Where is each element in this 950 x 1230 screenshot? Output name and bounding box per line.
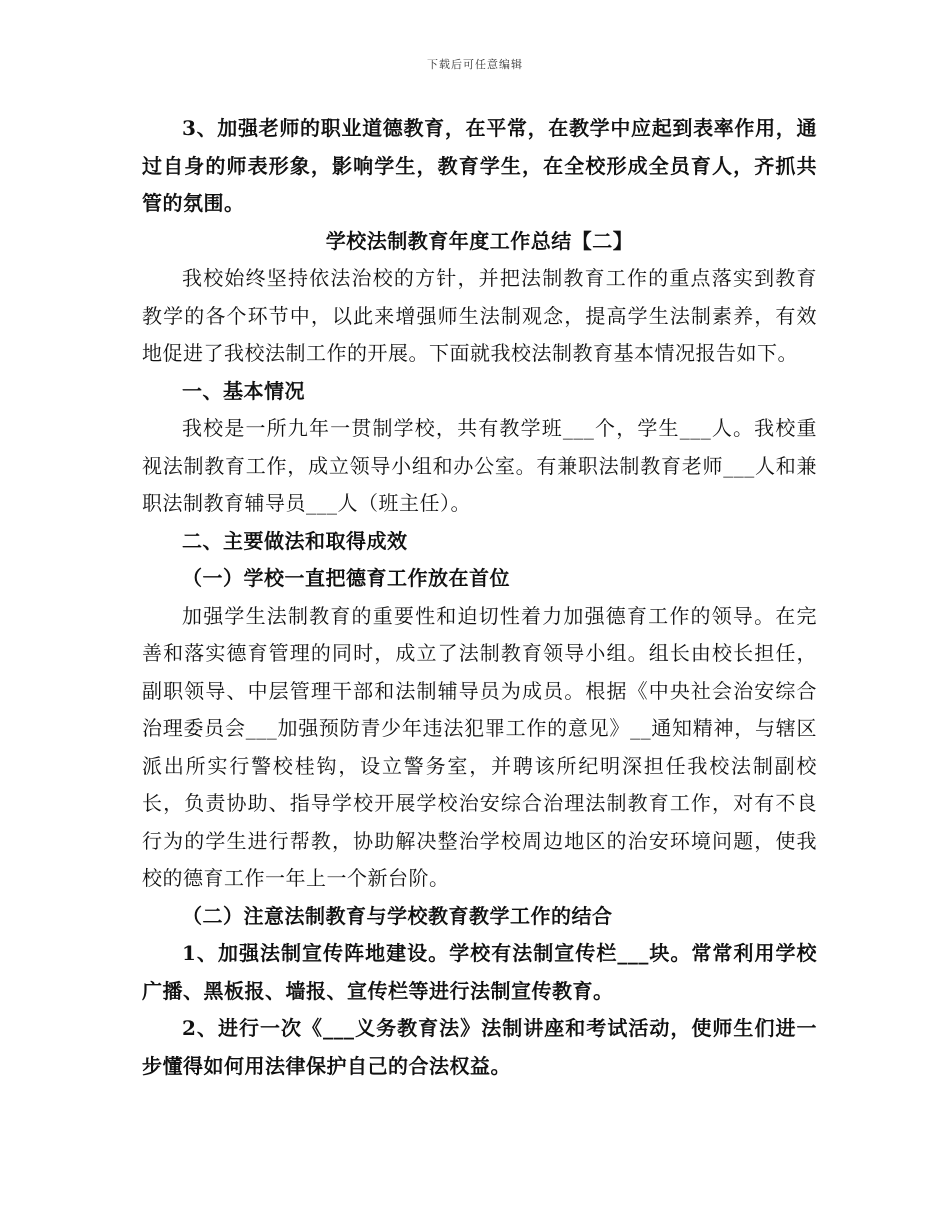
heading-main-practices: 二、主要做法和取得成效 <box>182 528 408 553</box>
paragraph-intro: 我校始终坚持依法治校的方针，并把法制教育工作的重点落实到教育教学的各个环节中，以此来增强师生法制观念，提高学生法制素养，有效地促进了我校法制工作的开展。下面就我校法制教育基本情况报告如下。 <box>142 266 817 365</box>
paragraph-moral-education: 加强学生法制教育的重要性和迫切性着力加强德育工作的领导。在完善和落实德育管理的同时，成立了法制教育领导小组。组长由校长担任，副职领导、中层管理干部和法制辅导员为成员。根据《中央社会治安综合治理委员会___加强预防青少年违法犯罪工作的意见》__通知精神，与辖区派出所实行警校桂钩，设立警务室，并聘该所纪明深担任我校法制副校长，负责协助、指导学校开展学校治安综合治理法制教育工作，对有不良行为的学生进行帮教，协助解决整治学校周边地区的治安环境问题，使我校的德育工作一年上一个新台阶。 <box>142 603 817 890</box>
subheading-moral-education: （一）学校一直把德育工作放在首位 <box>182 566 510 590</box>
paragraph-law-lecture: 2、进行一次《___义务教育法》法制讲座和考试活动，使师生们进一步懂得如何用法律保护自己的合法权益。 <box>142 1016 817 1078</box>
header-note: 下载后可任意编辑 <box>427 58 523 71</box>
subheading-integration: （二）注意法制教育与学校教育教学工作的结合 <box>182 903 613 928</box>
section-title: 学校法制教育年度工作总结【二】 <box>325 228 634 253</box>
heading-basic-situation: 一、基本情况 <box>182 378 305 403</box>
paragraph-teacher-ethics: 3、加强老师的职业道德教育，在平常，在教学中应起到表率作用，通过自身的师表形象，影响学生，教育学生，在全校形成全员育人，齐抓共管的氛围。 <box>142 116 817 215</box>
document-body <box>142 110 817 1085</box>
paragraph-basic-situation: 我校是一所九年一贯制学校，共有教学班___个，学生___人。我校重视法制教育工作，成立领导小组和办公室。有兼职法制教育老师___人和兼职法制教育辅导员___人（班主任）。 <box>142 416 817 515</box>
paragraph-publicity-board: 1、加强法制宣传阵地建设。学校有法制宣传栏___块。常常利用学校广播、黑板报、墙报、宣传栏等进行法制宣传教育。 <box>142 941 817 1003</box>
